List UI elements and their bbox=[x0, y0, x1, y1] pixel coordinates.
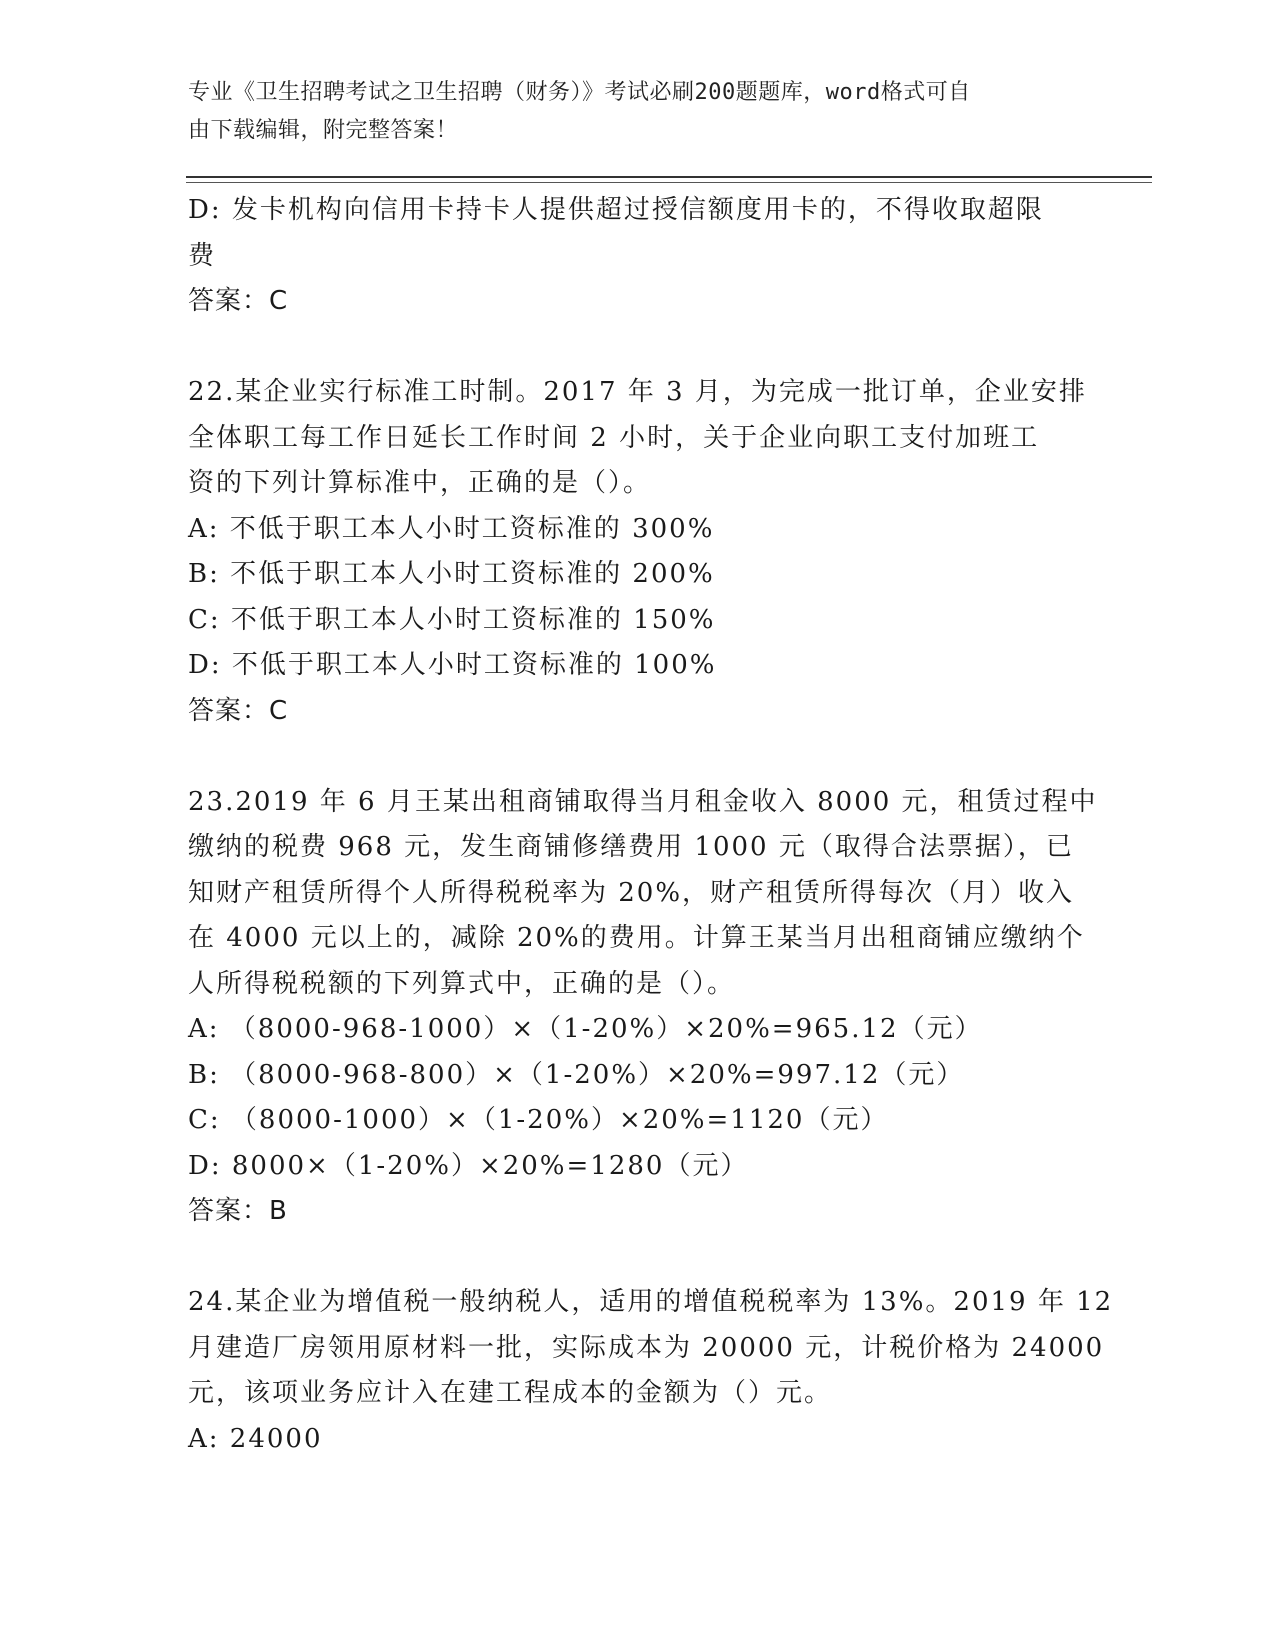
question-stem: 22.某企业实行标准工时制。2017 年 3 月，为完成一批订单，企业安排 bbox=[188, 377, 1087, 407]
answer-line: 答案：C bbox=[188, 695, 289, 726]
question-23 bbox=[188, 780, 1098, 1235]
spacer bbox=[188, 325, 1088, 371]
option-d-continued: 费 bbox=[188, 240, 217, 271]
option-b: B: 不低于职工本人小时工资标准的 200% bbox=[188, 559, 715, 589]
question-22 bbox=[188, 370, 1088, 734]
header-rule-thin bbox=[186, 182, 1152, 183]
answer-line: 答案：C bbox=[188, 286, 289, 316]
question-24 bbox=[188, 1280, 1114, 1462]
question-stem: 资的下列计算标准中，正确的是（）。 bbox=[188, 468, 652, 498]
question-stem: 24.某企业为增值税一般纳税人，适用的增值税税率为 13%。2019 年 12 bbox=[188, 1287, 1114, 1317]
page-header bbox=[188, 74, 1078, 150]
header-line-1: 专业《卫生招聘考试之卫生招聘（财务）》考试必刷200题题库，word格式可自 bbox=[188, 80, 971, 105]
question-stem: 元，该项业务应计入在建工程成本的金额为（）元。 bbox=[188, 1378, 833, 1408]
option-c: C: 不低于职工本人小时工资标准的 150% bbox=[188, 604, 716, 635]
question-stem: 月建造厂房领用原材料一批，实际成本为 20000 元，计税价格为 24000 bbox=[188, 1332, 1105, 1363]
header-rule-thick bbox=[186, 176, 1152, 178]
question-stem: 知财产租赁所得个人所得税税率为 20%，财产租赁所得每次（月）收入 bbox=[188, 877, 1075, 908]
spacer bbox=[188, 1235, 1088, 1281]
option-b: B: （8000-968-800）×（1-20%）×20%=997.12（元） bbox=[188, 1059, 965, 1090]
option-d: D: 不低于职工本人小时工资标准的 100% bbox=[188, 650, 717, 680]
question-stem: 23.2019 年 6 月王某出租商铺取得当月租金收入 8000 元，租赁过程中 bbox=[188, 786, 1098, 817]
option-c: C: （8000-1000）×（1-20%）×20%=1120（元） bbox=[188, 1105, 889, 1135]
header-line-2: 由下载编辑，附完整答案！ bbox=[188, 118, 459, 143]
option-d: D: 发卡机构向信用卡持卡人提供超过授信额度用卡的，不得收取超限 bbox=[188, 195, 1044, 225]
question-21-tail bbox=[188, 188, 1088, 325]
option-a: A: 24000 bbox=[188, 1423, 323, 1454]
option-d: D: 8000×（1-20%）×20%=1280（元） bbox=[188, 1150, 749, 1181]
spacer bbox=[188, 734, 1088, 780]
question-stem: 全体职工每工作日延长工作时间 2 小时，关于企业向职工支付加班工 bbox=[188, 422, 1040, 453]
question-stem: 人所得税税额的下列算式中，正确的是（）。 bbox=[188, 968, 736, 999]
document-body bbox=[188, 188, 1114, 1462]
question-stem: 在 4000 元以上的，减除 20%的费用。计算王某当月出租商铺应缴纳个 bbox=[188, 923, 1085, 953]
option-a: A: 不低于职工本人小时工资标准的 300% bbox=[188, 513, 715, 544]
answer-line: 答案：B bbox=[188, 1196, 288, 1226]
question-stem: 缴纳的税费 968 元，发生商铺修缮费用 1000 元（取得合法票据），已 bbox=[188, 832, 1074, 862]
option-a: A: （8000-968-1000）×（1-20%）×20%=965.12（元） bbox=[188, 1014, 983, 1044]
